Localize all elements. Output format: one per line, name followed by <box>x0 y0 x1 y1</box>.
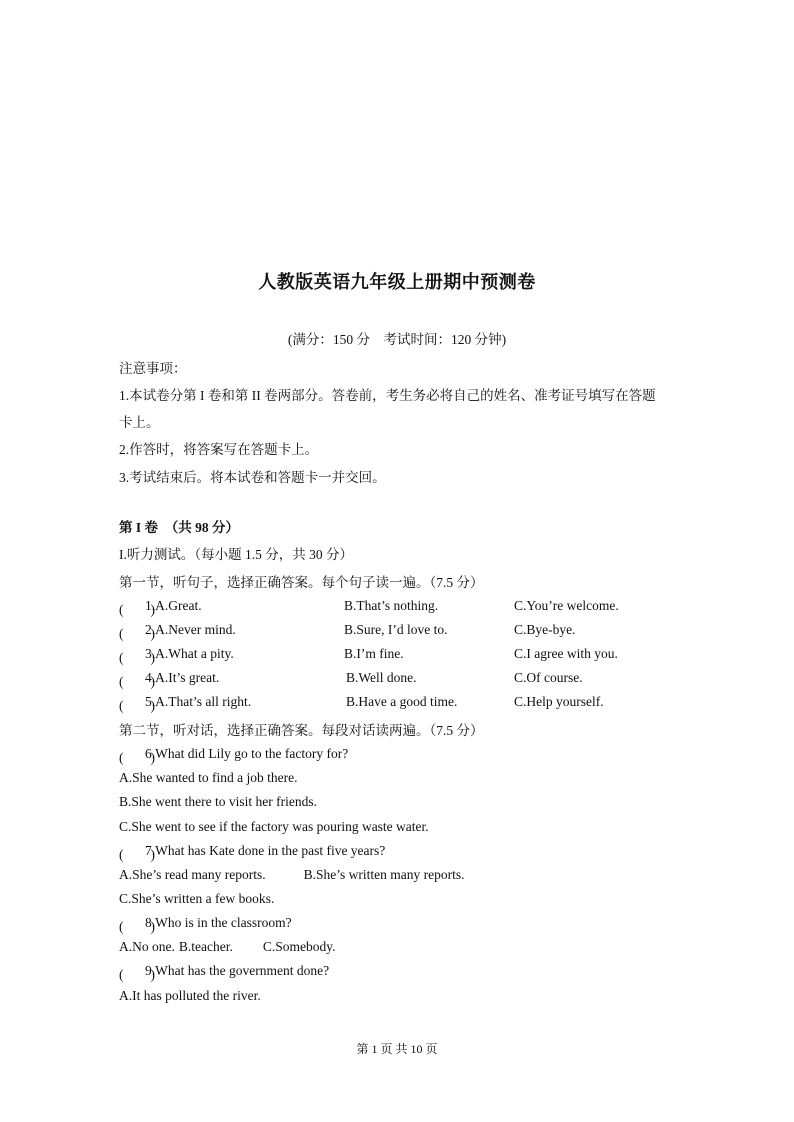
option-c: C.Bye-bye. <box>514 622 576 637</box>
option-a: A.No one. <box>119 939 175 954</box>
question-row <box>119 915 719 933</box>
question-row <box>119 646 719 664</box>
question-row <box>119 694 719 712</box>
question-row <box>119 963 719 981</box>
question-row <box>119 670 719 688</box>
notice-item-1: 1.本试卷分第 I 卷和第 II 卷两部分。答卷前，考生务必将自己的姓名、准考证号填写在答题 <box>119 388 656 403</box>
option-b: B.She went there to visit her friends. <box>119 794 317 809</box>
option-a: 2.A.Never mind. <box>145 622 236 637</box>
question-row <box>119 622 719 640</box>
option-a: 4.A.It’s great. <box>145 670 220 685</box>
section-title: I.听力测试。（每小题 1.5 分，共 30 分） <box>119 547 353 562</box>
question-stem: 6.What did Lily go to the factory for? <box>145 746 349 761</box>
option-c: C.I agree with you. <box>514 646 618 661</box>
page-footer: 第 1 页 共 10 页 <box>356 1042 438 1056</box>
answer-blank: ( ) <box>119 650 155 665</box>
answer-blank: ( ) <box>119 602 155 617</box>
option-c: C.Help yourself. <box>514 694 604 709</box>
part-heading: 第 I 卷 （共 98 分） <box>119 520 240 535</box>
option-a: 3.A.What a pity. <box>145 646 234 661</box>
option-b: B.She’s written many reports. <box>303 867 465 882</box>
subsection-1-title: 第一节，听句子，选择正确答案。每个句子读一遍。（7.5 分） <box>119 575 484 590</box>
option-c: C.Somebody. <box>262 939 336 954</box>
option-c: C.You’re welcome. <box>514 598 619 613</box>
notice-item-1-cont: 卡上。 <box>119 415 160 430</box>
option-a: 5.A.That’s all right. <box>145 694 252 709</box>
notice-item-2: 2.作答时，将答案写在答题卡上。 <box>119 442 319 457</box>
answer-blank: ( ) <box>119 674 155 689</box>
question-row <box>119 746 719 764</box>
option-b: B.Well done. <box>346 670 417 685</box>
answer-blank: ( ) <box>119 698 155 713</box>
question-row <box>119 598 719 616</box>
exam-info: (满分：150 分 考试时间：120 分钟) <box>287 332 507 347</box>
answer-blank: ( ) <box>119 847 155 862</box>
options-line <box>119 939 336 955</box>
option-c: C.She’s written a few books. <box>119 891 275 906</box>
question-stem: 7.What has Kate done in the past five years? <box>145 843 386 858</box>
notice-item-3: 3.考试结束后。将本试卷和答题卡一并交回。 <box>119 470 386 485</box>
option-b: B.That’s nothing. <box>344 598 439 613</box>
answer-blank: ( ) <box>119 750 155 765</box>
option-b: B.Sure, I’d love to. <box>344 622 448 637</box>
question-stem: 8.Who is in the classroom? <box>145 915 292 930</box>
answer-blank: ( ) <box>119 626 155 641</box>
option-a: A.She wanted to find a job there. <box>119 770 298 785</box>
option-c: C.She went to see if the factory was pouring waste water. <box>119 819 429 834</box>
question-stem: 9.What has the government done? <box>145 963 330 978</box>
answer-blank: ( ) <box>119 919 155 934</box>
question-row <box>119 843 719 861</box>
option-a: A.It has polluted the river. <box>119 988 261 1003</box>
option-b: B.I’m fine. <box>344 646 404 661</box>
page-title: 人教版英语九年级上册期中预测卷 <box>258 272 536 292</box>
answer-blank: ( ) <box>119 967 155 982</box>
notice-heading: 注意事项： <box>119 361 187 376</box>
subsection-2-title: 第二节，听对话，选择正确答案。每段对话读两遍。（7.5 分） <box>119 723 484 738</box>
option-a: A.She’s read many reports. <box>119 867 266 882</box>
option-c: C.Of course. <box>514 670 583 685</box>
options-line <box>119 867 464 883</box>
option-a: 1.A.Great. <box>145 598 202 613</box>
option-b: B.teacher. <box>178 939 233 954</box>
option-b: B.Have a good time. <box>346 694 458 709</box>
